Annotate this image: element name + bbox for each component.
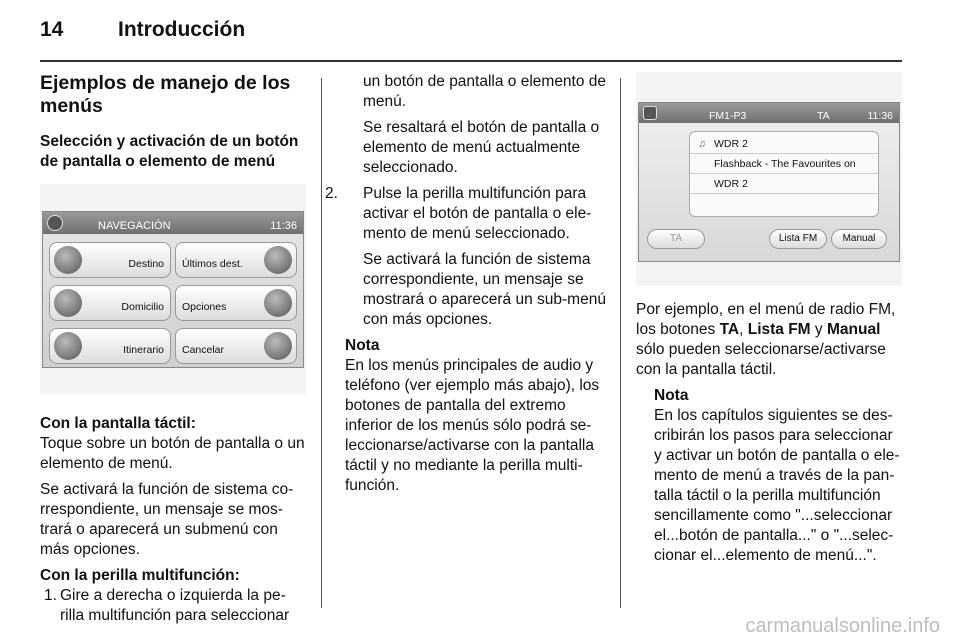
- clock: 11:36: [867, 110, 893, 122]
- radio-icon: [643, 106, 657, 120]
- station-item: Flashback - The Favourites on: [690, 154, 878, 174]
- step-1: 1. Gire a derecha o izquierda la pe-rilla multifunción para seleccionar: [44, 587, 290, 624]
- steps-list: [40, 586, 306, 626]
- station-item: ♫ WDR 2: [690, 134, 878, 154]
- subsection-heading: Selección y activación de un botón de pantalla o elemento de menú: [40, 133, 299, 170]
- column-1: [40, 72, 306, 626]
- navigation-title: NAVEGACIÓN: [98, 220, 171, 232]
- column-2: [325, 72, 607, 502]
- station-item: WDR 2: [690, 174, 878, 194]
- note-label: Nota: [345, 337, 380, 354]
- touch-instruction: Toque sobre un botón de pantalla o un elemento de menú.: [40, 435, 305, 472]
- note-block: [636, 386, 902, 566]
- lista-fm-button: Lista FM: [769, 229, 827, 249]
- ultimos-dest-button: Últimos dest.: [175, 242, 297, 278]
- ta-button: TA: [647, 229, 705, 249]
- column-divider-2: [620, 78, 621, 608]
- opciones-button: Opciones: [175, 285, 297, 321]
- knob-label: Con la perilla multifunción:: [40, 567, 240, 584]
- cancel-icon: [264, 332, 292, 360]
- column-3: [636, 72, 902, 572]
- note-label: Nota: [654, 387, 689, 404]
- destination-icon: [54, 246, 82, 274]
- radio-example-text: Por ejemplo, en el menú de radio FM, los botones TA, Lista FM y Manual sólo pueden seleccionarse/activarse con la pantalla táctil.: [636, 301, 896, 378]
- steps-list-continued: [325, 184, 607, 244]
- cancelar-button: Cancelar: [175, 328, 297, 364]
- step-1-result: Se resaltará el botón de pantalla o elemento de menú actualmente seleccionado.: [363, 119, 600, 176]
- step-2: 2. Pulse la perilla multifunción para activar el botón de pantalla o ele-mento de menú seleccionado.: [325, 185, 592, 242]
- watermark: carmanualsonline.info: [745, 615, 940, 637]
- touch-result: Se activará la función de sistema co-rrespondiente, un mensaje se mos-trará o aparecerá un submenú con más opciones.: [40, 481, 294, 558]
- navigation-title-bar: [43, 212, 303, 234]
- home-icon: [54, 289, 82, 317]
- page-number: 14: [40, 18, 64, 41]
- navigation-screen: [42, 211, 304, 368]
- music-note-icon: ♫: [698, 138, 706, 150]
- section-heading: Ejemplos de manejo de los menús: [40, 72, 291, 117]
- recent-icon: [264, 246, 292, 274]
- ta-indicator: TA: [817, 110, 830, 122]
- page-title: Introducción: [118, 18, 246, 41]
- note-text: En los capítulos siguientes se des-cribirán los pasos para seleccionar y activar un botón de pantalla o ele-mento de menú a través de la pan-talla táctil o la perilla multifunción sencillamente como "...seleccionar el...botón de pantalla..." o "...selec-cionar el...elemento de menú...".: [654, 407, 900, 564]
- note-text: En los menús principales de audio y teléfono (ver ejemplo más abajo), los botones de pantalla del extremo inferior de los menús sólo podrá se-leccionarse/activarse con la pantalla táctil y no mediante la perilla multi-función.: [345, 357, 600, 494]
- destino-button: Destino: [49, 242, 171, 278]
- column-divider-1: [321, 78, 322, 608]
- touch-screen-label: Con la pantalla táctil:: [40, 415, 196, 432]
- step-1-continuation: un botón de pantalla o elemento de menú.: [363, 73, 607, 110]
- radio-title-bar: [639, 103, 899, 123]
- navigation-screen-image: [40, 184, 306, 394]
- radio-screen-image: [636, 72, 902, 286]
- step-2-result: Se activará la función de sistema correspondiente, un mensaje se mostrará o aparecerá un sub-menú con más opciones.: [363, 251, 606, 328]
- header-rule: [40, 60, 902, 62]
- itinerario-button: Itinerario: [49, 328, 171, 364]
- radio-screen: [638, 102, 900, 262]
- info-icon: [47, 215, 63, 231]
- radio-band: FM1-P3: [709, 110, 747, 122]
- station-list: [689, 131, 879, 217]
- route-icon: [54, 332, 82, 360]
- manual-button: Manual: [831, 229, 887, 249]
- domicilio-button: Domicilio: [49, 285, 171, 321]
- clock: 11:36: [270, 220, 297, 232]
- gear-icon: [264, 289, 292, 317]
